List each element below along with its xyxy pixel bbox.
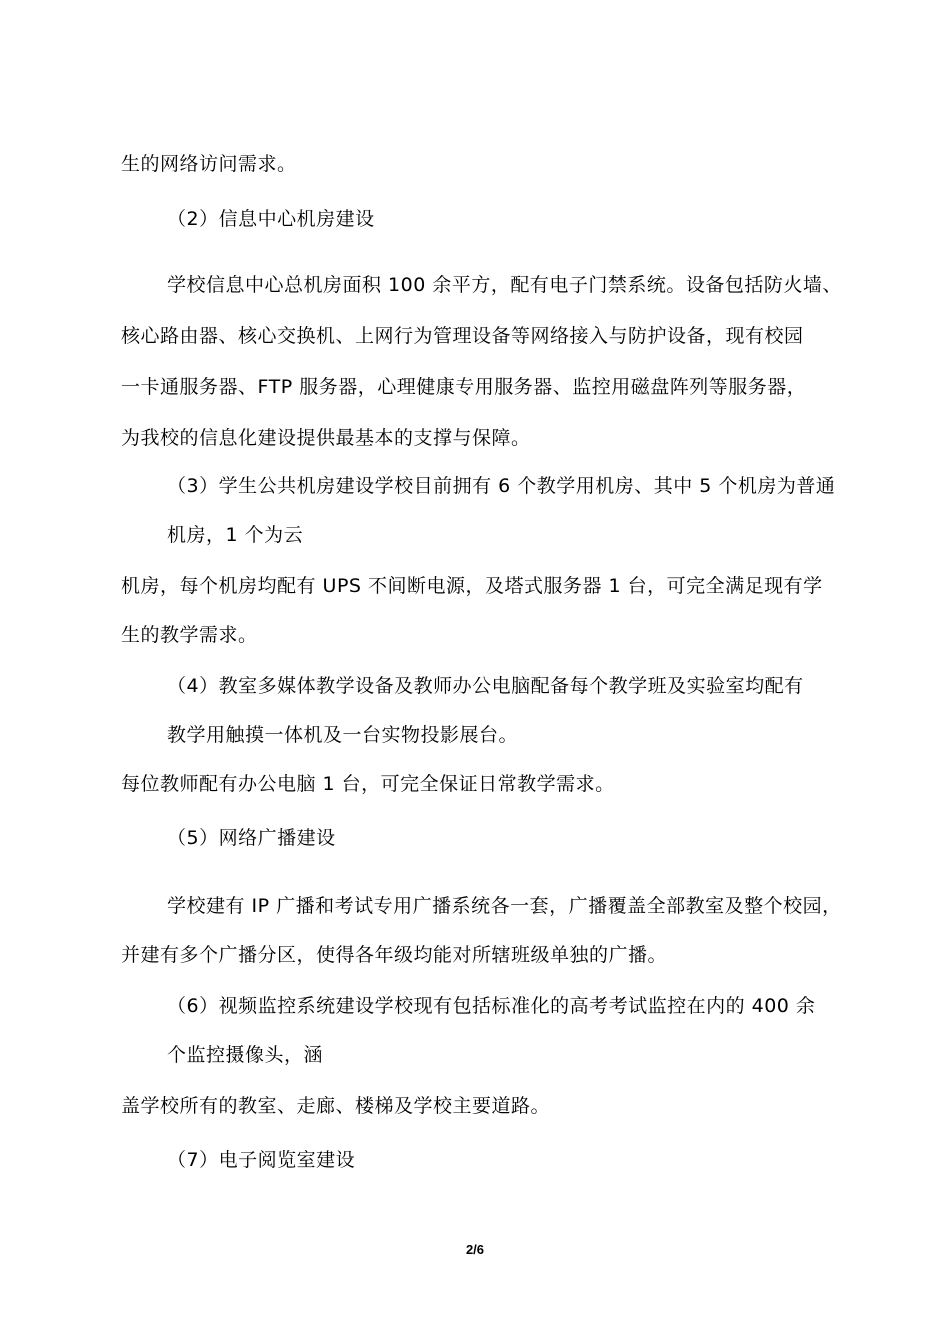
section-heading: （5）网络广播建设 (167, 827, 336, 849)
text-line: 生的教学需求。 (121, 624, 258, 646)
section-heading: （7）电子阅览室建设 (167, 1149, 356, 1171)
text-line: 学校信息中心总机房面积 100 余平方，配有电子门禁系统。设备包括防火墙、 (167, 274, 842, 296)
text-line: 并建有多个广播分区，使得各年级均能对所辖班级单独的广播。 (121, 944, 668, 966)
text-line: 一卡通服务器、FTP 服务器，心理健康专用服务器、监控用磁盘阵列等服务器， (121, 376, 807, 398)
text-line: 核心路由器、核心交换机、上网行为管理设备等网络接入与防护设备，现有校园 (121, 325, 804, 347)
text-line: 个监控摄像头，涵 (167, 1044, 324, 1066)
text-line: 学校建有 IP 广播和考试专用广播系统各一套，广播覆盖全部教室及整个校园， (167, 895, 842, 917)
text-line: 生的网络访问需求。 (121, 153, 297, 175)
text-line: 每位教师配有办公电脑 1 台，可完全保证日常教学需求。 (121, 773, 615, 795)
text-line: 为我校的信息化建设提供最基本的支撑与保障。 (121, 427, 531, 449)
section-heading: （4）教室多媒体教学设备及教师办公电脑配备每个教学班及实验室均配有 (167, 675, 804, 697)
section-heading: （2）信息中心机房建设 (167, 208, 375, 230)
text-line: 机房，1 个为云 (167, 524, 304, 546)
text-line: 教学用触摸一体机及一台实物投影展台。 (167, 724, 519, 746)
section-heading: （6）视频监控系统建设学校现有包括标准化的高考考试监控在内的 400 余 (167, 995, 816, 1017)
section-heading: （3）学生公共机房建设学校目前拥有 6 个教学用机房、其中 5 个机房为普通 (167, 475, 836, 497)
text-line: 盖学校所有的教室、走廊、楼梯及学校主要道路。 (121, 1095, 551, 1117)
text-line: 机房，每个机房均配有 UPS 不间断电源，及塔式服务器 1 台，可完全满足现有学 (121, 575, 823, 597)
page-number: 2/6 (465, 1242, 485, 1257)
